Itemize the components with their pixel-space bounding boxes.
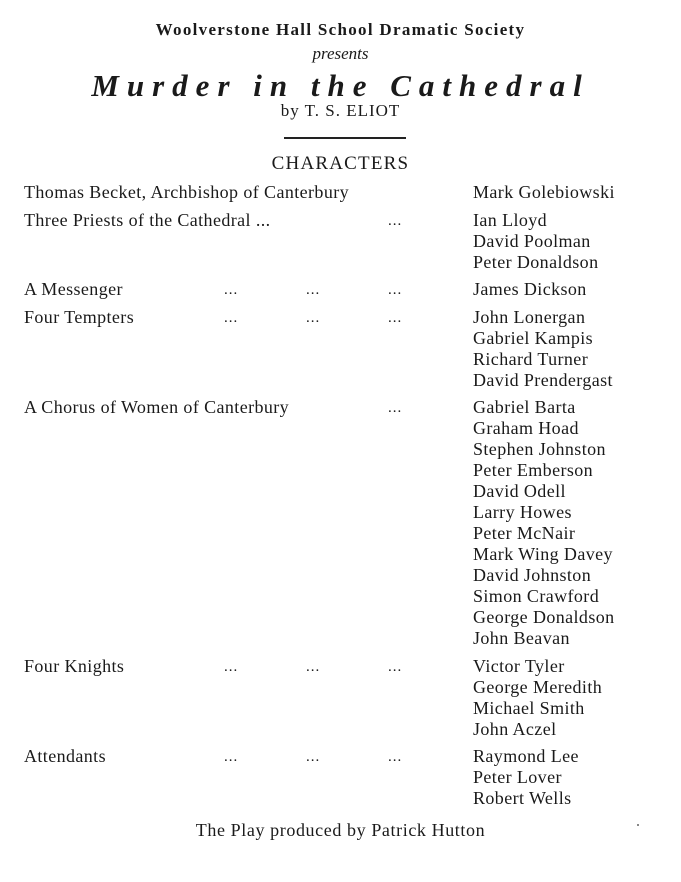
leader-dots: ... xyxy=(388,659,403,675)
producer-credit: The Play produced by Patrick Hutton xyxy=(195,820,486,840)
cast-actors xyxy=(473,746,579,809)
cast-actors xyxy=(473,210,598,273)
actor-name: David Odell xyxy=(473,481,566,501)
actor-name: Graham Hoad xyxy=(473,418,579,438)
leader-dots: ... xyxy=(388,749,403,765)
actor-name: Gabriel Barta xyxy=(473,397,576,417)
society-name: Woolverstone Hall School Dramatic Society xyxy=(155,20,526,39)
leader-dots: ... xyxy=(306,749,321,765)
print-speck xyxy=(637,824,639,826)
cast-role: A Chorus of Women of Canterbury xyxy=(24,397,290,417)
leader-dots: ... xyxy=(224,310,239,326)
leader-dots: ... xyxy=(388,213,403,229)
leader-dots: ... xyxy=(388,400,403,416)
leader-dots: ... xyxy=(224,749,239,765)
leader-dots: ... xyxy=(388,282,403,298)
cast-role: Four Tempters xyxy=(24,307,135,327)
actor-name: Stephen Johnston xyxy=(473,439,606,459)
actor-name: Gabriel Kampis xyxy=(473,328,594,348)
cast-role: Three Priests of the Cathedral ... xyxy=(24,210,271,230)
actor-name: David Johnston xyxy=(473,565,592,585)
actor-name: John Aczel xyxy=(473,719,557,739)
characters-heading: CHARACTERS xyxy=(271,153,410,174)
cast-role: Four Knights xyxy=(24,656,125,676)
actor-name: John Beavan xyxy=(473,628,570,648)
leader-dots: ... xyxy=(224,659,239,675)
actor-name: Simon Crawford xyxy=(473,586,600,606)
author-line: by T. S. ELIOT xyxy=(280,101,401,120)
actor-name: Mark Golebiowski xyxy=(473,182,615,202)
cast-actors xyxy=(473,307,613,391)
actor-name: Victor Tyler xyxy=(473,656,565,676)
actor-name: James Dickson xyxy=(473,279,587,299)
presents-line: presents xyxy=(312,44,369,63)
actor-name: Raymond Lee xyxy=(473,746,579,766)
actor-name: Robert Wells xyxy=(473,788,572,808)
cast-role: A Messenger xyxy=(24,279,123,299)
leader-dots: ... xyxy=(388,310,403,326)
leader-dots: ... xyxy=(306,310,321,326)
cast-actors xyxy=(473,656,602,740)
actor-name: Peter Donaldson xyxy=(473,252,599,272)
cast-actors xyxy=(473,397,615,649)
leader-dots: ... xyxy=(224,282,239,298)
actor-name: Richard Turner xyxy=(473,349,589,369)
actor-name: John Lonergan xyxy=(473,307,586,327)
cast-actors xyxy=(473,279,587,300)
cast-role: Thomas Becket, Archbishop of Canterbury xyxy=(24,182,350,202)
actor-name: Peter McNair xyxy=(473,523,576,543)
actor-name: David Poolman xyxy=(473,231,591,251)
actor-name: Peter Emberson xyxy=(473,460,594,480)
cast-role: Attendants xyxy=(24,746,106,766)
leader-dots: ... xyxy=(306,282,321,298)
actor-name: Michael Smith xyxy=(473,698,585,718)
actor-name: George Meredith xyxy=(473,677,603,697)
title-divider xyxy=(284,137,406,139)
actor-name: David Prendergast xyxy=(473,370,613,390)
leader-dots: ... xyxy=(306,659,321,675)
cast-actors xyxy=(473,182,615,203)
actor-name: Larry Howes xyxy=(473,502,572,522)
actor-name: George Donaldson xyxy=(473,607,615,627)
actor-name: Mark Wing Davey xyxy=(473,544,613,564)
actor-name: Peter Lover xyxy=(473,767,562,787)
play-title: Murder in the Cathedral xyxy=(91,68,590,103)
actor-name: Ian Lloyd xyxy=(473,210,548,230)
